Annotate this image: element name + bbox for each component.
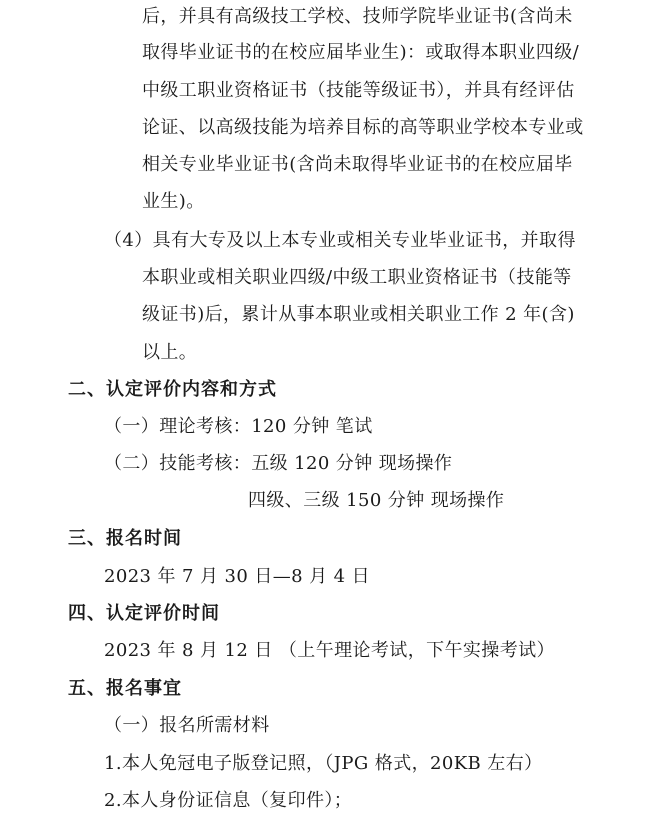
skill-exam-line: （二）技能考核：五级 120 分钟 现场操作 [104, 453, 453, 474]
paragraph-line: 论证、以高级技能为培养目标的高等职业学校本专业或 [142, 117, 584, 138]
section-heading: 二、认定评价内容和方式 [68, 379, 277, 400]
paragraph-line: 取得毕业证书的在校应届毕业生)：或取得本职业四级/ [142, 42, 580, 63]
theory-exam-line: （一）理论考核：120 分钟 笔试 [104, 416, 373, 437]
list-item-4: （4）具有大专及以上本专业或相关专业毕业证书，并取得 [104, 230, 576, 251]
paragraph-line: 本职业或相关职业四级/中级工职业资格证书（技能等 [142, 267, 572, 288]
section-heading: 五、报名事宜 [68, 678, 182, 699]
assessment-date: 2023 年 8 月 12 日 （上午理论考试，下午实操考试） [104, 640, 555, 661]
paragraph-line: 中级工职业资格证书（技能等级证书），并具有经评估 [142, 80, 575, 101]
skill-exam-continuation: 四级、三级 150 分钟 现场操作 [248, 490, 505, 511]
paragraph-line: 业生)。 [142, 191, 205, 212]
registration-dates: 2023 年 7 月 30 日—8 月 4 日 [104, 566, 371, 587]
list-item: 1.本人免冠电子版登记照，（JPG 格式，20KB 左右） [104, 753, 543, 774]
subsection-heading: （一）报名所需材料 [104, 715, 270, 736]
section-heading: 四、认定评价时间 [68, 603, 220, 624]
paragraph-line: 以上。 [142, 342, 198, 363]
paragraph-line: 相关专业毕业证书(含尚未取得毕业证书的在校应届毕 [142, 154, 573, 175]
section-heading: 三、报名时间 [68, 528, 182, 549]
paragraph-line: 后，并具有高级技工学校、技师学院毕业证书(含尚未 [142, 6, 573, 27]
list-item: 2.本人身份证信息（复印件）； [104, 790, 353, 811]
paragraph-line: 级证书)后，累计从事本职业或相关职业工作 2 年(含) [142, 304, 575, 325]
